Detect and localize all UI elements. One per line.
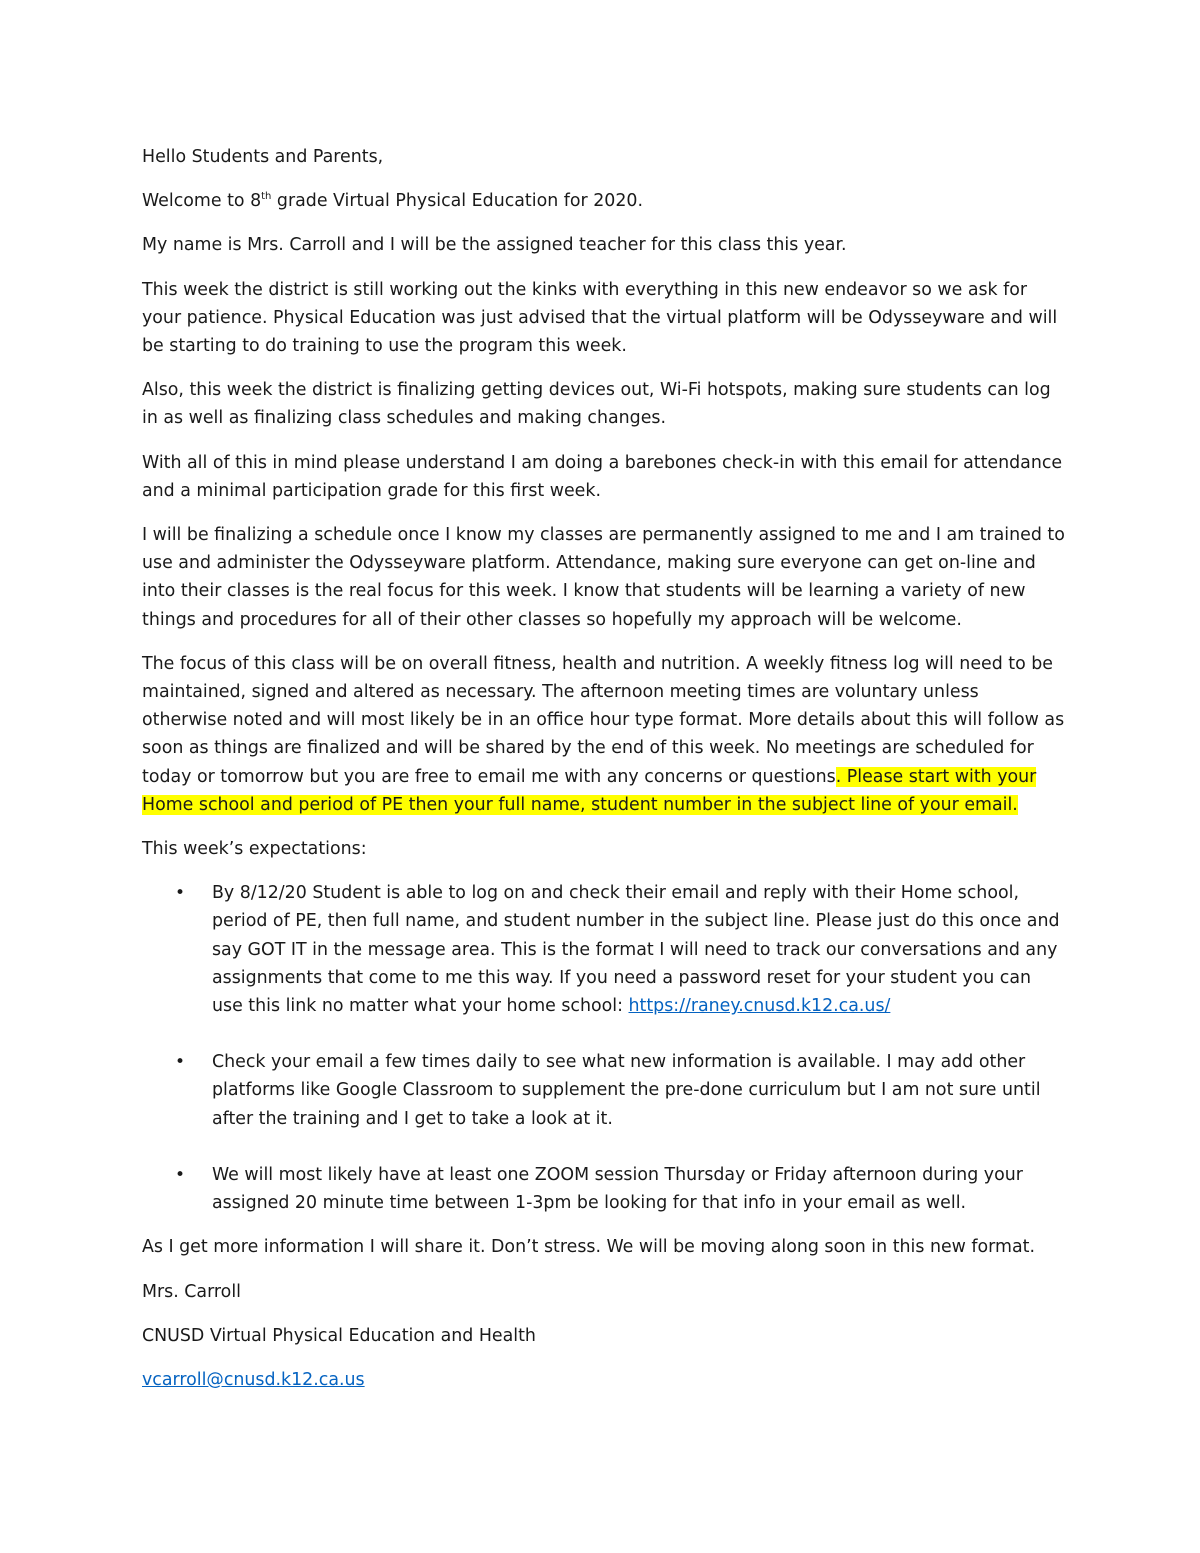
welcome-prefix: Welcome to 8 (142, 191, 262, 212)
intro-paragraph: My name is Mrs. Carroll and I will be the assigned teacher for this class this year. (142, 235, 847, 256)
signature-title: CNUSD Virtual Physical Education and Health (142, 1325, 536, 1346)
signature-email-line (142, 1366, 1065, 1394)
list-item (142, 1161, 1065, 1217)
schedule-paragraph: I will be finalizing a schedule once I know my classes are permanently assigned to me and I am trained to use and administer the Odysseyware platform. Attendance, making sure everyone can get on-line and into their classes is the real focus for this week. I know that students will be learning a variety of new things and procedures for all of their other classes so hopefully my approach will be welcome. (142, 525, 1065, 630)
highlighted-instruction: . Please start with your Home school and period of PE then your full name, student number in the subject line of your email. (142, 766, 1037, 815)
devices-paragraph: Also, this week the district is finalizing getting devices out, Wi-Fi hotspots, making sure students can log in as well as finalizing class schedules and making changes. (142, 380, 1051, 429)
bullet-icon: • (175, 1164, 186, 1185)
district-paragraph: This week the district is still working out the kinks with everything in this new endeavor so we ask for your patience. Physical Education was just advised that the virtual platform will be Odysseyware and will be starting to do training to use the program this week. (142, 279, 1058, 357)
email-link[interactable]: vcarroll@cnusd.k12.ca.us (142, 1369, 365, 1390)
barebones-paragraph: With all of this in mind please understand I am doing a barebones check-in with this email for attendance and a minimal participation grade for this first week. (142, 452, 1063, 501)
welcome-line (142, 187, 1065, 215)
bullet-text: We will most likely have at least one ZOOM session Thursday or Friday afternoon during your assigned 20 minute time between 1-3pm be looking for that info in your email as well. (212, 1164, 1023, 1214)
password-reset-link[interactable]: https://raney.cnusd.k12.ca.us/ (628, 996, 891, 1017)
expectations-list (142, 879, 1065, 1217)
greeting: Hello Students and Parents, (142, 147, 384, 167)
closing-paragraph: As I get more information I will share it. Don’t stress. We will be moving along soon in this new format. (142, 1237, 1035, 1258)
focus-paragraph (142, 650, 1065, 819)
bullet-icon: • (175, 883, 186, 904)
expectations-heading: This week’s expectations: (142, 839, 367, 860)
welcome-superscript: th (261, 191, 272, 203)
signature-name: Mrs. Carroll (142, 1281, 241, 1302)
list-item (142, 1048, 1065, 1133)
bullet-text: By 8/12/20 Student is able to log on and check their email and reply with their Home school, period of PE, then full name, and student number in the subject line. Please just do this once and say GOT IT in the message area. This is the format I will need to track our conversations and any assignments that come to me this way. If you need a password reset for your student you can use this link no matter what your home school: (212, 883, 1060, 1017)
bullet-text: Check your email a few times daily to see what new information is available. I may add other platforms like Google Classroom to supplement the pre-done curriculum but I am not sure until after the training and I get to take a look at it. (212, 1052, 1041, 1129)
welcome-suffix: grade Virtual Physical Education for 2020. (271, 191, 644, 212)
focus-text: The focus of this class will be on overall fitness, health and nutrition. A weekly fitness log will need to be maintained, signed and altered as necessary. The afternoon meeting times are voluntary unless otherwise noted and will most likely be in an office hour type format. More details about this will follow as soon as things are finalized and will be shared by the end of this week. No meetings are scheduled for today or tomorrow but you are free to email me with any concerns or questions (142, 653, 1065, 787)
list-item (142, 879, 1065, 1020)
bullet-icon: • (175, 1052, 186, 1073)
